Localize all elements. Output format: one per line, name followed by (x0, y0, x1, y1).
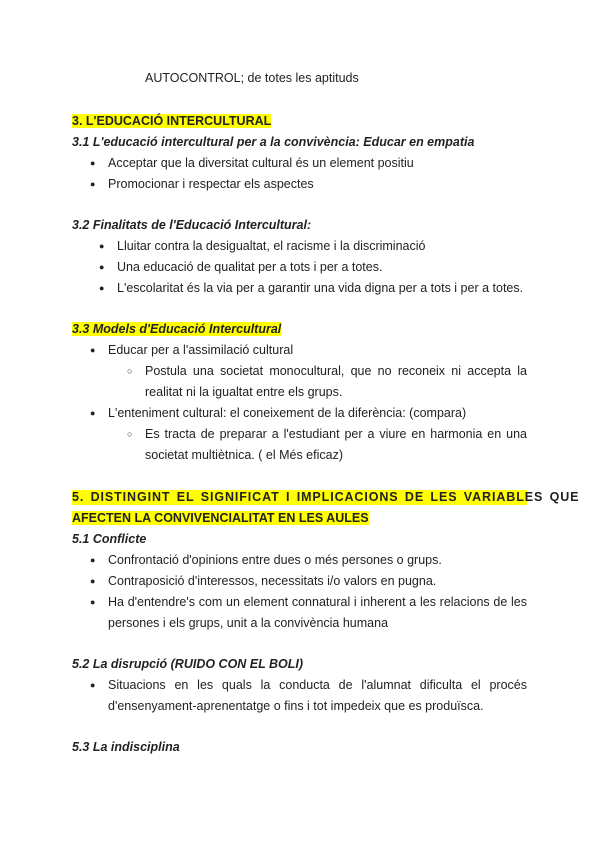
list-item: L'escolaritat és la via per a garantir una vida digna per a tots i per a totes. (117, 281, 524, 295)
list-item-line: persones i els grups, unit a la convivència humana (108, 616, 389, 630)
bullet-disc: ● (99, 283, 105, 293)
section-3-heading (72, 114, 271, 129)
bullet-disc: ● (90, 597, 96, 607)
section-3-1-heading: 3.1 L'educació intercultural per a la convivència: Educar en empatia (72, 135, 475, 149)
bullet-disc: ● (90, 555, 96, 565)
section-5-2-heading: 5.2 La disrupció (RUIDO CON EL BOLI) (72, 657, 304, 671)
list-item: L'enteniment cultural: el coneixement de la diferència: (compara) (108, 406, 467, 420)
section-5-1-heading: 5.1 Conflicte (72, 532, 147, 546)
bullet-circle: ○ (127, 429, 133, 439)
bullet-disc: ● (90, 158, 96, 168)
bullet-circle: ○ (127, 366, 133, 376)
list-item-line: Situacions en les quals la conducta de l'alumnat dificulta el procés (108, 678, 527, 692)
list-item-line: d'ensenyament-aprenentatge o fins i tot impedeix que es produïsca. (108, 699, 484, 713)
section-3-title: 3. L'EDUCACIÓ INTERCULTURAL (72, 114, 272, 128)
bullet-disc: ● (90, 576, 96, 586)
section-5-heading-line-2 (72, 511, 369, 526)
sub-item-line: Es tracta de preparar a l'estudiant per a viure en harmonia en una (145, 427, 527, 441)
bullet-disc: ● (90, 179, 96, 189)
list-item: Confrontació d'opinions entre dues o més persones o grups. (108, 553, 442, 567)
list-item: Lluitar contra la desigualtat, el racisme i la discriminació (117, 239, 426, 253)
sub-item-line: societat multiètnica. ( el Més eficaz) (145, 448, 343, 462)
bullet-disc: ● (90, 345, 96, 355)
section-3-2-heading: 3.2 Finalitats de l'Educació Intercultural: (72, 218, 312, 232)
list-item: Acceptar que la diversitat cultural és un element positiu (108, 156, 414, 170)
bullet-disc: ● (99, 241, 105, 251)
section-3-3-heading (72, 322, 281, 337)
sub-item-line: Postula una societat monocultural, que no reconeix ni accepta la (145, 364, 527, 378)
list-item: Promocionar i respectar els aspectes (108, 177, 314, 191)
bullet-disc: ● (90, 680, 96, 690)
section-3-3-title: 3.3 Models d'Educació Intercultural (72, 322, 282, 336)
autocontrol-line: AUTOCONTROL; de totes les aptituds (145, 71, 359, 85)
list-item: Contraposició d'interessos, necessitats i/o valors en pugna. (108, 574, 437, 588)
bullet-disc: ● (90, 408, 96, 418)
section-5-title-2: AFECTEN LA CONVIVENCIALITAT EN LES AULES (72, 511, 369, 525)
sub-item-line: realitat ni la igualtat entre els grups. (145, 385, 343, 399)
section-5-title-1: 5. DISTINGINT EL SIGNIFICAT I IMPLICACIONS DE LES VARIABLES QUE (72, 490, 580, 504)
bullet-disc: ● (99, 262, 105, 272)
list-item-line: Ha d'entendre's com un element connatural i inherent a les relacions de les (108, 595, 527, 609)
section-5-heading-line-1 (72, 490, 580, 505)
section-5-3-heading: 5.3 La indisciplina (72, 740, 180, 754)
list-item: Una educació de qualitat per a tots i per a totes. (117, 260, 383, 274)
list-item: Educar per a l'assimilació cultural (108, 343, 294, 357)
